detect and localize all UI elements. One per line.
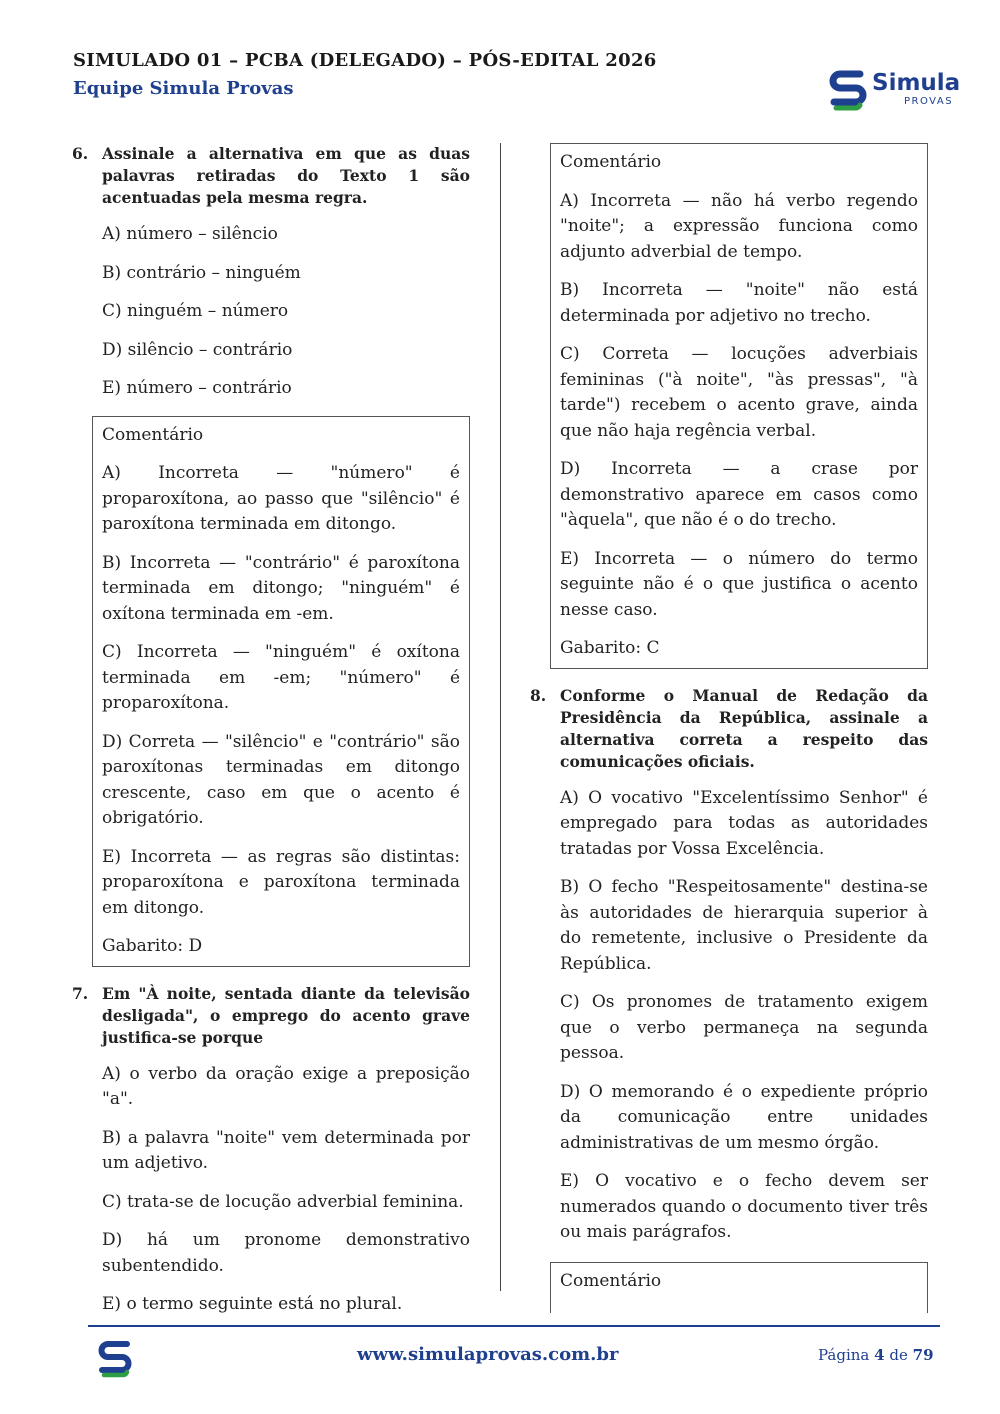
page-current: 4: [874, 1346, 885, 1364]
alternative-c: C) ninguém – número: [102, 301, 289, 321]
s-logo-icon: [828, 68, 868, 112]
alternative-c: C) trata-se de locução adverbial feminina.: [102, 1191, 464, 1212]
comment-title: Comentário: [102, 424, 204, 445]
footer-rule: [88, 1325, 940, 1327]
question-6: [72, 143, 470, 402]
footer-s-logo-icon: [95, 1338, 135, 1378]
alternative-a: A) número – silêncio: [102, 224, 278, 244]
alternative-d: D) há um pronome demonstrativo subentendido.: [102, 1230, 470, 1276]
comment-title: Comentário: [560, 152, 662, 172]
comment-box-q8: [550, 1262, 928, 1313]
alternative-d: D) O memorando é o expediente próprio da comunicação entre unidades administrativas de um mesmo órgão.: [560, 1081, 928, 1153]
question-number: 6.: [72, 144, 89, 163]
alternative-b: B) O fecho "Respeitosamente" destina-se às autoridades de hierarquia superior à do remetente, inclusive o Presidente da República.: [560, 877, 928, 974]
question-stem: Em "À noite, sentada diante da televisão desligada", o emprego do acento grave justifica-se porque: [102, 983, 470, 1047]
comment-d: D) Incorreta — a crase por demonstrativo aparece em casos como "àquela", que não é o do trecho.: [560, 459, 918, 530]
alternative-e: E) O vocativo e o fecho devem ser numerados quando o documento tiver três ou mais parágrafos.: [560, 1171, 928, 1242]
question-number: 7.: [72, 983, 89, 1003]
logo-subword: PROVAS: [904, 96, 954, 107]
comment-a: A) Incorreta — não há verbo regendo "noite"; a expressão funciona como adjunto adverbial de tempo.: [560, 190, 918, 262]
alternative-e: E) número – contrário: [102, 378, 292, 398]
answer-key: Gabarito: C: [560, 638, 660, 658]
comment-e: E) Incorreta — o número do termo seguinte não é o que justifica o acento nesse caso.: [560, 548, 918, 620]
simula-provas-logo: [828, 68, 961, 112]
comment-title: Comentário: [560, 1270, 662, 1291]
document-subtitle: Equipe Simula Provas: [73, 78, 294, 99]
alternative-e: E) o termo seguinte está no plural.: [102, 1294, 403, 1314]
comment-a: A) Incorreta — "número" é proparoxítona, ao passo que "silêncio" é paroxítona terminada em ditongo.: [102, 463, 460, 534]
alternative-b: B) a palavra "noite" vem determinada por um adjetivo.: [102, 1127, 470, 1173]
logo-word: Simula: [872, 70, 961, 96]
comment-box-q7: [550, 143, 928, 669]
question-number: 8.: [530, 685, 547, 705]
comment-e: E) Incorreta — as regras são distintas: proparoxítona e paroxítona terminada em ditongo.: [102, 846, 460, 918]
alternative-d: D) silêncio – contrário: [102, 339, 293, 360]
page-of: de: [889, 1346, 908, 1364]
left-column: [72, 143, 470, 1318]
right-column: [530, 143, 928, 1313]
page-label: Página: [818, 1346, 870, 1364]
comment-box-q6: [92, 416, 470, 967]
comment-d: D) Correta — "silêncio" e "contrário" são paroxítonas terminadas em ditongo crescente, caso em que o acento é obrigatório.: [102, 731, 460, 828]
question-stem: Conforme o Manual de Redação da Presidência da República, assinale a alternativa correta a respeito das comunicações oficiais.: [560, 685, 928, 771]
alternative-a: A) O vocativo "Excelentíssimo Senhor" é empregado para todas as autoridades tratadas por Vossa Excelência.: [560, 787, 928, 859]
alternative-c: C) Os pronomes de tratamento exigem que o verbo permaneça na segunda pessoa.: [560, 992, 928, 1063]
page-total: 79: [912, 1346, 934, 1364]
comment-c: C) Correta — locuções adverbiais femininas ("à noite", "às pressas", "à tarde") recebem o acento grave, ainda que não haja regência verbal.: [560, 344, 918, 441]
comment-b: B) Incorreta — "noite" não está determinada por adjetivo no trecho.: [560, 280, 918, 326]
alternative-b: B) contrário – ninguém: [102, 262, 301, 283]
website-link[interactable]: www.simulaprovas.com.br: [357, 1344, 619, 1365]
alternative-a: A) o verbo da oração exige a preposição "a".: [102, 1063, 470, 1109]
page-indicator: [818, 1346, 934, 1364]
document-title: SIMULADO 01 – PCBA (DELEGADO) – PÓS-EDITAL 2026: [73, 50, 657, 71]
comment-b: B) Incorreta — "contrário" é paroxítona terminada em ditongo; "ninguém" é oxítona terminada em -em.: [102, 552, 460, 624]
question-stem: Assinale a alternativa em que as duas palavras retiradas do Texto 1 são acentuadas pela mesma regra.: [102, 144, 470, 207]
answer-key: Gabarito: D: [102, 936, 203, 956]
question-8: [530, 685, 928, 1246]
column-divider: [500, 143, 501, 1291]
question-7: [72, 983, 470, 1318]
comment-c: C) Incorreta — "ninguém" é oxítona terminada em -em; "número" é proparoxítona.: [102, 642, 460, 713]
